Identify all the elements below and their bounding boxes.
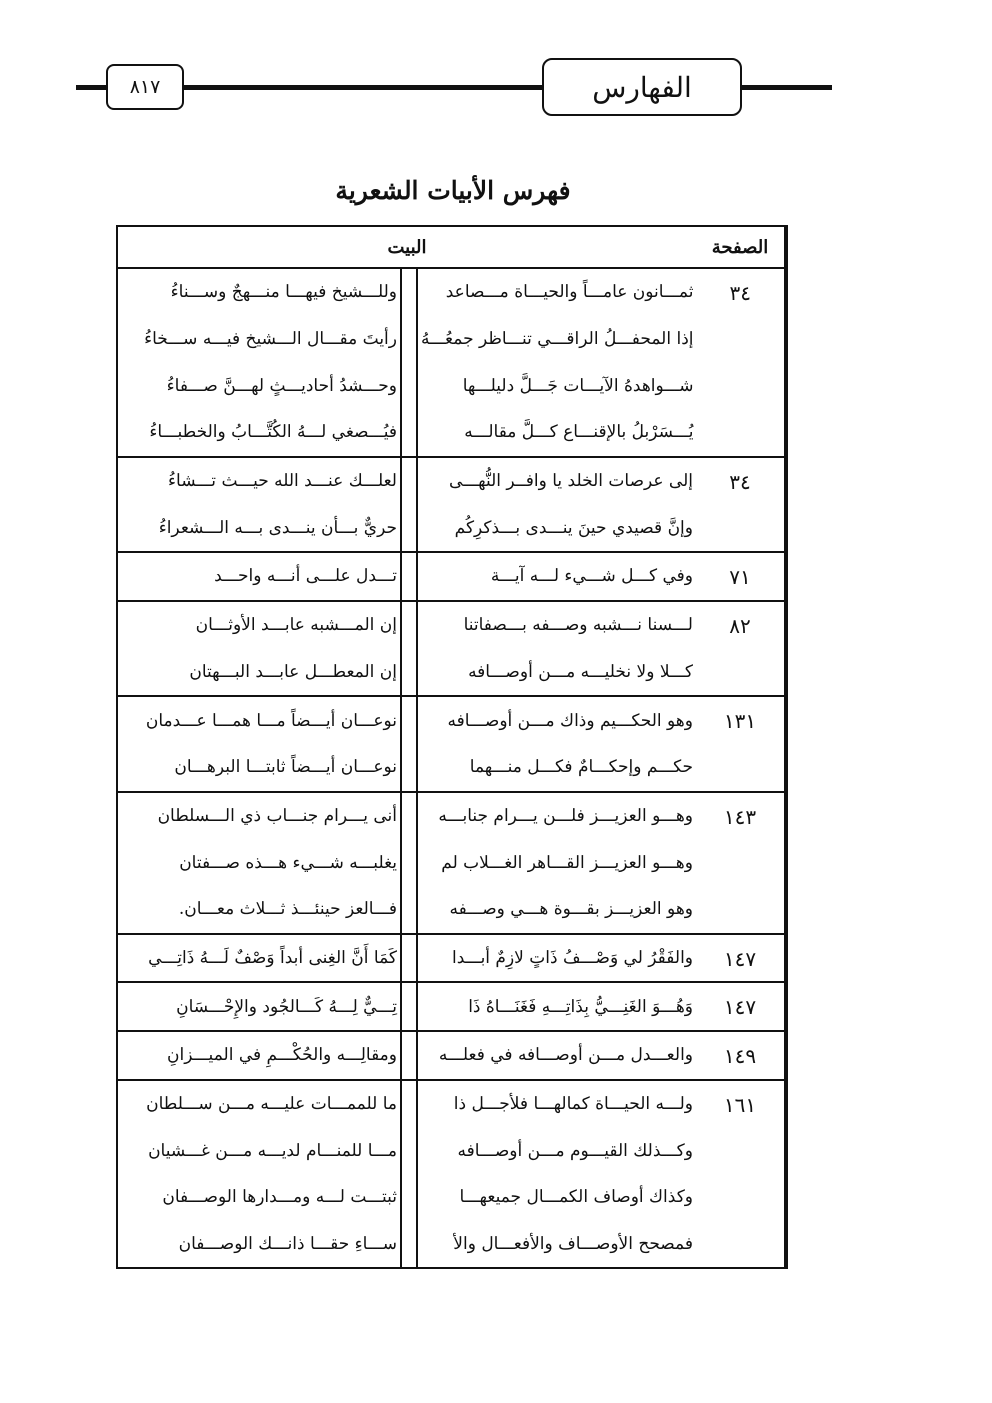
table-group (118, 793, 786, 935)
verse-rows (118, 697, 696, 790)
table-header (118, 227, 786, 269)
first-hemistich: ثمـــانون عامـــاً والحيـــاة مـــصاعد (445, 282, 694, 303)
hemistich-divider (400, 409, 418, 456)
first-hemistich: والعـــدل مـــن أوصـــافه في فعلـــه (438, 1045, 693, 1066)
table-group (118, 935, 786, 984)
verse-rows (118, 1081, 696, 1268)
page-reference: ١٤٧ (696, 983, 786, 1030)
first-hemistich: وهو الحكـــيم وذاك مـــن أوصـــافه (447, 710, 693, 731)
second-hemistich: يغلبـــه شـــيء هـــذه صـــفتان (179, 852, 397, 873)
verse-rows (118, 983, 696, 1030)
verse-row (118, 409, 696, 456)
verse-row (118, 697, 696, 744)
second-hemistich: لعلـــك عنـــد الله حيـــث تـــشاءُ (168, 471, 397, 492)
table-group (118, 1081, 786, 1268)
page-reference: ١٣١ (696, 697, 786, 790)
hemistich-divider (400, 649, 418, 696)
first-hemistich: وهو العزيـــز بقـــوة هـــي وصـــفه (449, 899, 693, 920)
first-hemistich: يُـــسَرْبلُ بالإقنـــاع كـــلَّ مقالـــه (464, 422, 694, 443)
table-group (118, 1032, 786, 1081)
verse-row (118, 744, 696, 791)
page-number-box (106, 64, 184, 110)
verse-row (118, 458, 696, 505)
verse-row (118, 269, 696, 316)
page-reference: ٧١ (696, 553, 786, 600)
second-hemistich: رأيتَ مقـــال الـــشيخ فيـــه ســـخاءُ (144, 329, 397, 350)
first-hemistich: والفَقْرُ لي وَصْـــفُ ذَاتٍ لازِمٌ أبـــدا (451, 947, 693, 968)
second-hemistich: تـــدل علـــى أنـــه واحـــد (214, 566, 397, 587)
second-hemistich: إن المعطـــل عابـــد البـــهتان (189, 661, 397, 682)
second-hemistich: ثبتـــت لـــه ومـــدارها الوصـــفان (162, 1187, 397, 1208)
hemistich-divider (400, 602, 418, 649)
hemistich-divider (400, 362, 418, 409)
first-hemistich: شـــواهدهُ الآيـــات جَـــلَّ دليلـــها (462, 375, 694, 396)
hemistich-divider (400, 744, 418, 791)
hemistich-divider (400, 1032, 418, 1079)
hemistich-divider (400, 1174, 418, 1221)
hemistich-divider (400, 935, 418, 982)
verse-row (118, 553, 696, 600)
verse-rows (118, 1032, 696, 1079)
column-header-page: الصفحة (696, 227, 786, 267)
second-hemistich: وللـــشيخ فيهـــا منـــهجٌ وســـناءُ (170, 282, 397, 303)
hemistich-divider (400, 553, 418, 600)
second-hemistich: نوعـــان أيـــضاً مـــا همـــا عـــدمان (145, 710, 397, 731)
column-header-verse: البيت (387, 236, 427, 258)
section-title: الفهارس (592, 70, 692, 104)
page-reference: ١٦١ (696, 1081, 786, 1268)
verse-rows (118, 553, 696, 600)
verse-row (118, 935, 696, 982)
verse-row (118, 1174, 696, 1221)
verse-row (118, 1127, 696, 1174)
hemistich-divider (400, 839, 418, 886)
first-hemistich: لـــسنا نـــشبه وصـــفه بـــصفاتنا (463, 615, 693, 636)
page-reference: ٣٤ (696, 269, 786, 456)
hemistich-divider (400, 1081, 418, 1128)
second-hemistich: ومقالِـــه والحُكْـــمِ في الميـــزانِ (167, 1045, 397, 1066)
page-reference: ٨٢ (696, 602, 786, 695)
verse-row (118, 886, 696, 933)
verse-rows (118, 793, 696, 933)
verse-row (118, 1081, 696, 1128)
hemistich-divider (400, 1221, 418, 1268)
verse-row (118, 504, 696, 551)
verse-row (118, 602, 696, 649)
second-hemistich: كَمَا أَنَّ الغِنى أبداً وَصْفٌ لَـــهُ ذَاتِـــي (148, 947, 397, 968)
verse-rows (118, 602, 696, 695)
second-hemistich: نوعـــان أيـــضاً ثابتـــا البرهـــان (174, 757, 397, 778)
hemistich-divider (400, 886, 418, 933)
first-hemistich: وَهُـــوَ الغَنِـــيُّ بِذَاتِـــهِ فَغَنَـــاهُ ذَا (468, 996, 693, 1017)
second-hemistich: أنى يـــرام جنـــاب ذي الـــسلطان (157, 805, 397, 826)
verse-row (118, 1032, 696, 1079)
verse-rows (118, 458, 696, 551)
first-hemistich: فمصحح الأوصـــاف والأفعـــال والأ (453, 1234, 693, 1255)
index-title: فهرس الأبيات الشعرية (335, 176, 571, 205)
table-group (118, 697, 786, 792)
second-hemistich: حريٌّ بـــأن ينـــدى بـــه الـــشعراءُ (158, 517, 397, 538)
verse-row (118, 983, 696, 1030)
verse-row (118, 316, 696, 363)
verse-row (118, 1221, 696, 1268)
first-hemistich: إلى عرصات الخلد يا وافــر النُّهـــى (449, 471, 693, 492)
second-hemistich: فيُـــصغي لـــهُ الكُتَّـــابُ والخطبـــاءُ (149, 422, 397, 443)
first-hemistich: وكذاك أوصاف الكمـــال جميعهـــا (459, 1187, 693, 1208)
table-group (118, 983, 786, 1032)
hemistich-divider (400, 504, 418, 551)
verse-rows (118, 935, 696, 982)
hemistich-divider (400, 793, 418, 840)
second-hemistich: إن المـــشبه عابـــد الأوثـــان (195, 615, 397, 636)
table-group (118, 553, 786, 602)
first-hemistich: وكـــذلك القيـــوم مـــن أوصـــافه (457, 1140, 693, 1161)
first-hemistich: وإنَّ قصيدي حينَ ينـــدى بـــذكرِكُم (454, 517, 693, 538)
table-group (118, 269, 786, 458)
hemistich-divider (400, 983, 418, 1030)
verse-rows (118, 269, 696, 456)
first-hemistich: وفي كـــل شـــيء لـــه آيـــة (490, 566, 693, 587)
second-hemistich: وحـــشدُ أحاديـــثٍ لهـــنَّ صـــفاءُ (166, 375, 397, 396)
page-reference: ١٤٣ (696, 793, 786, 933)
hemistich-divider (400, 1127, 418, 1174)
second-hemistich: ما للممـــات عليـــه مـــن ســـلطان (146, 1094, 397, 1115)
hemistich-divider (400, 697, 418, 744)
second-hemistich: ســـاءِ حقـــا ذانـــك الوصـــفان (178, 1234, 397, 1255)
verse-index-table (116, 225, 788, 1269)
hemistich-divider (400, 458, 418, 505)
hemistich-divider (400, 269, 418, 316)
verse-row (118, 793, 696, 840)
second-hemistich: تِـــيٌّ لِـــهُ كَـــالجُود والإِحْـــسَانِ (176, 996, 397, 1017)
verse-row (118, 839, 696, 886)
first-hemistich: كـــلا ولا نخليـــه مـــن أوصـــافه (468, 661, 693, 682)
first-hemistich: حكـــم وإحكـــامٌ فكـــل منـــهما (469, 757, 693, 778)
page-reference: ٣٤ (696, 458, 786, 551)
hemistich-divider (400, 316, 418, 363)
first-hemistich: إذا المحفـــلُ الراقـــي تنـــاظر جمعُـــهُ (421, 329, 694, 350)
second-hemistich: فـــالعز حينئـــذ ثـــلاث معـــان. (178, 899, 397, 920)
table-group (118, 458, 786, 553)
page-reference: ١٤٩ (696, 1032, 786, 1079)
page-reference: ١٤٧ (696, 935, 786, 982)
first-hemistich: ولـــه الحيـــاة كمالهـــا فلأجـــل ذا (453, 1094, 693, 1115)
verse-row (118, 362, 696, 409)
second-hemistich: مـــا للمنـــام لديـــه مـــن غـــشيان (148, 1140, 397, 1161)
section-title-box (542, 58, 742, 116)
page-number: ٨١٧ (129, 76, 161, 98)
first-hemistich: وهـــو العزيـــز القـــاهر الغـــلاب لم (441, 852, 693, 873)
verse-row (118, 649, 696, 696)
first-hemistich: وهـــو العزيـــز فلـــن يـــرام جنابـــه (438, 805, 693, 826)
table-group (118, 602, 786, 697)
